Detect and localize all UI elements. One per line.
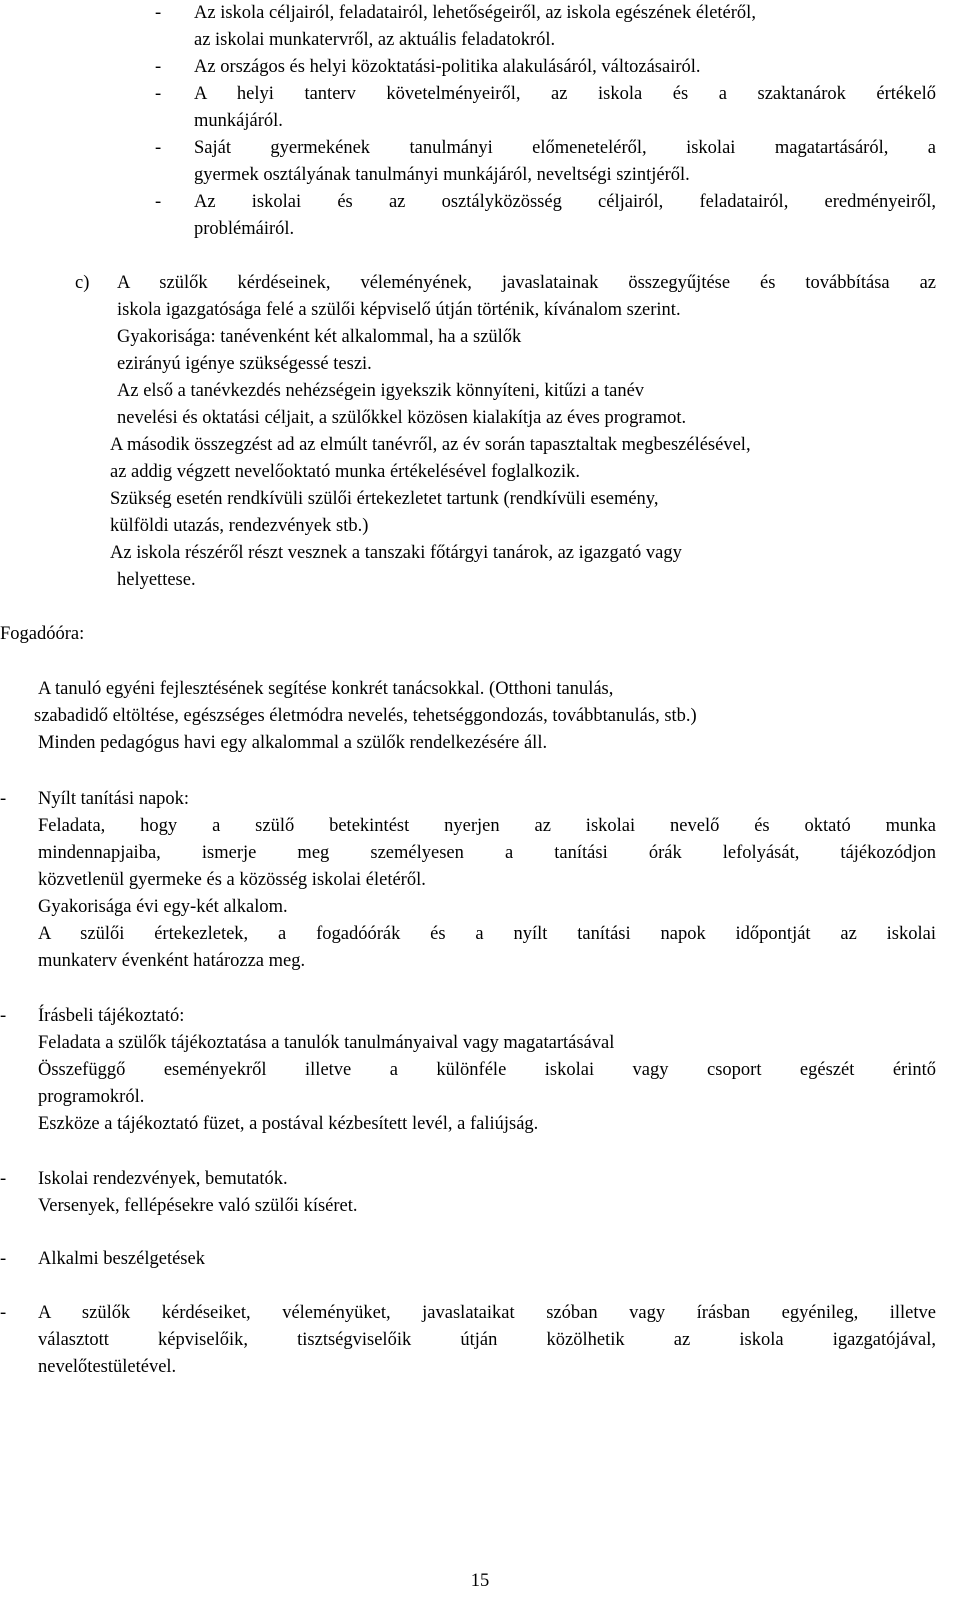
list-dash: - [0, 1303, 7, 1323]
list-item-line: Az iskolai és az osztályközösség céljairól, feladatairól, eredményeiről, [194, 192, 936, 212]
list-dash: - [0, 1249, 7, 1269]
list-dash: - [155, 57, 162, 77]
paragraph-line: külföldi utazás, rendezvények stb.) [110, 516, 369, 536]
paragraph-line: szabadidő eltöltése, egészséges életmódra nevelés, tehetséggondozás, továbbtanulás, stb.) [34, 706, 697, 726]
list-dash: - [0, 1006, 7, 1026]
list-item-line: Feladata, hogy a szülő betekintést nyerjen az iskolai nevelő és oktató munka [38, 816, 936, 836]
list-dash: - [0, 789, 7, 809]
list-item-line: A szülői értekezletek, a fogadóórák és a nyílt tanítási napok időpontját az iskolai [38, 924, 936, 944]
list-item-line: problémáiról. [194, 219, 295, 239]
section-heading: Fogadóóra: [0, 624, 85, 644]
paragraph-line: Az első a tanévkezdés nehézségein igyekszik könnyíteni, kitűzi a tanév [117, 381, 645, 401]
paragraph-line: helyettese. [117, 570, 196, 590]
list-item-line: nevelőtestületével. [38, 1357, 177, 1377]
list-item-line: Saját gyermekének tanulmányi előmeneteléről, iskolai magatartásáról, a [194, 138, 936, 158]
paragraph-line: iskola igazgatósága felé a szülői képviselő útján történik, kívánalom szerint. [117, 300, 681, 320]
paragraph-line: Az iskola részéről részt vesznek a tanszaki főtárgyi tanárok, az igazgató vagy [110, 543, 682, 563]
list-item-line: Gyakorisága évi egy-két alkalom. [38, 897, 288, 917]
list-dash: - [155, 138, 162, 158]
list-item-heading: Alkalmi beszélgetések [38, 1249, 205, 1269]
list-item-line: Összefüggő eseményekről illetve a különféle iskolai vagy csoport egészét érintő [38, 1060, 936, 1080]
list-dash: - [155, 3, 162, 23]
paragraph-line: A tanuló egyéni fejlesztésének segítése konkrét tanácsokkal. (Otthoni tanulás, [38, 679, 614, 699]
list-item-heading: Írásbeli tájékoztató: [38, 1006, 185, 1026]
list-item-line: Versenyek, fellépésekre való szülői kíséret. [38, 1196, 358, 1216]
list-item-heading: Iskolai rendezvények, bemutatók. [38, 1169, 288, 1189]
paragraph-line: A második összegzést ad az elmúlt tanévről, az év során tapasztaltak megbeszélésével, [110, 435, 751, 455]
list-item-line: az iskolai munkatervről, az aktuális feladatokról. [194, 30, 556, 50]
list-item-line: munkájáról. [194, 111, 283, 131]
paragraph-line: az addig végzett nevelőoktató munka értékelésével foglalkozik. [110, 462, 581, 482]
list-dash: - [0, 1169, 7, 1189]
section-marker: c) [75, 273, 90, 293]
paragraph-line: Szükség esetén rendkívüli szülői értekezletet tartunk (rendkívüli esemény, [110, 489, 659, 509]
paragraph-line: Minden pedagógus havi egy alkalommal a szülők rendelkezésére áll. [38, 733, 548, 753]
list-item-line: Az iskola céljairól, feladatairól, lehetőségeiről, az iskola egészének életéről, [194, 3, 756, 23]
list-item-line: közvetlenül gyermeke és a közösség iskolai életéről. [38, 870, 426, 890]
paragraph-line: nevelési és oktatási céljait, a szülőkkel közösen kialakítja az éves programot. [117, 408, 687, 428]
paragraph-line: ezirányú igénye szükségessé teszi. [117, 354, 372, 374]
list-item-line: A helyi tanterv követelményeiről, az iskola és a szaktanárok értékelő [194, 84, 936, 104]
list-item-line: munkaterv évenként határozza meg. [38, 951, 306, 971]
list-item-line: programokról. [38, 1087, 145, 1107]
list-item-line: Feladata a szülők tájékoztatása a tanulók tanulmányaival vagy magatartásával [38, 1033, 615, 1053]
list-item-line: Az országos és helyi közoktatási-politika alakulásáról, változásairól. [194, 57, 701, 77]
list-item-line: mindennapjaiba, ismerje meg személyesen a tanítási órák lefolyását, tájékozódjon [38, 843, 936, 863]
list-item-heading: Nyílt tanítási napok: [38, 789, 190, 809]
page-number: 15 [470, 1571, 490, 1591]
list-dash: - [155, 192, 162, 212]
list-dash: - [155, 84, 162, 104]
paragraph-line: A szülők kérdéseinek, véleményének, javaslatainak összegyűjtése és továbbítása az [117, 273, 936, 293]
list-item-line: választott képviselőik, tisztségviselőik útján közölhetik az iskola igazgatójával, [38, 1330, 936, 1350]
list-item-line: A szülők kérdéseiket, véleményüket, javaslataikat szóban vagy írásban egyénileg, illetve [38, 1303, 936, 1323]
paragraph-line: Gyakorisága: tanévenként két alkalommal, ha a szülők [117, 327, 522, 347]
list-item-line: Eszköze a tájékoztató füzet, a postával kézbesített levél, a faliújság. [38, 1114, 539, 1134]
list-item-line: gyermek osztályának tanulmányi munkájáról, neveltségi szintjéről. [194, 165, 690, 185]
